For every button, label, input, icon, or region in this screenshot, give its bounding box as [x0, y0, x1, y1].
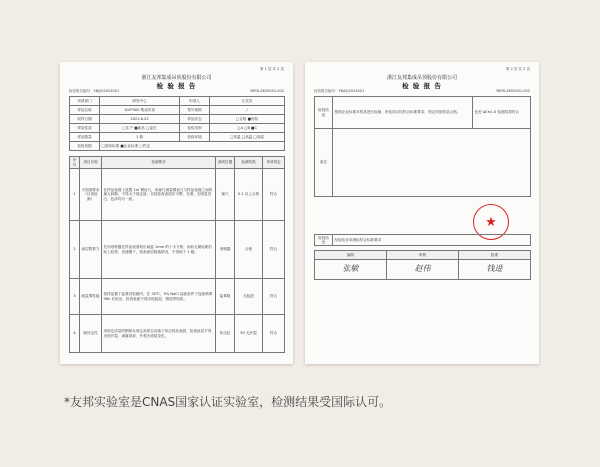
- info-row: [70, 115, 285, 124]
- info-row: [70, 106, 285, 115]
- official-seal-icon: ★: [473, 204, 509, 240]
- info-label: 检验环境: [180, 133, 210, 142]
- item-judgement: 符合: [263, 169, 285, 221]
- signature: 张敏: [342, 263, 359, 273]
- item-judgement: 符合: [263, 315, 285, 353]
- item-name: 涂层附着力: [80, 221, 102, 279]
- item-name: 耐冲击性: [80, 315, 102, 353]
- signature-cell: [387, 260, 459, 280]
- form-code: YBFB-ZK05001-002: [250, 89, 284, 93]
- note-area: [333, 129, 531, 197]
- signature: 赵伟: [414, 263, 431, 273]
- column-header: 批准: [459, 251, 531, 260]
- info-label: 样品数量: [70, 133, 100, 142]
- item-requirement: 用规定质量的钢球从规定高度自由落下冲击样品表面，检查涂层不得出现开裂、剥落现象，外观无明显变化。: [102, 315, 216, 353]
- item-tool: 盐雾箱: [216, 279, 235, 315]
- item-number: 1: [70, 169, 80, 221]
- info-value: 1 箱: [100, 133, 180, 142]
- item-requirement: 将样品置于盐雾试验箱内，在 35℃、5% NaCl 溶液条件下连续喷雾 96h 后取出，检查表面不得出现起泡、锈蚀等现象。: [102, 279, 216, 315]
- company-name: 浙江友邦集成吊顶股份有限公司: [386, 75, 457, 81]
- page-number: 第 2 页 共 2 页: [505, 67, 530, 71]
- table-row: [70, 315, 285, 353]
- info-value: □合格 ■待检: [210, 115, 285, 124]
- info-value: 2021.6.22: [100, 115, 180, 124]
- signature-table: [314, 250, 531, 280]
- info-label: 收样日期: [70, 115, 100, 124]
- info-label: 样品名称: [70, 106, 100, 115]
- row-label: 备注: [315, 129, 333, 197]
- column-header: 单项判定: [263, 157, 285, 169]
- info-value: 100*300 集成吊顶: [100, 106, 180, 115]
- info-value: □生产 ■新品 □委托: [100, 124, 180, 133]
- report-number: 检验报告编号：YB/JS/2024001: [69, 89, 120, 93]
- table-row: [70, 279, 285, 315]
- item-number: 2: [70, 221, 80, 279]
- item-result: 合格: [235, 221, 263, 279]
- row-text: 经检验各项指标符合标准要求: [333, 235, 531, 246]
- table-row: [315, 97, 531, 129]
- item-name: 耐盐雾性能: [80, 279, 102, 315]
- item-judgement: 符合: [263, 221, 285, 279]
- footer-note: *友邦实验室是CNAS国家认证实验室，检测结果受国际认可。: [64, 395, 392, 409]
- column-header: 编制: [315, 251, 387, 260]
- info-label: 样品状态: [180, 115, 210, 124]
- item-tool: 划格器: [216, 221, 235, 279]
- item-requirement: 在样品表面上放置 1m 钢直尺，用塞尺测量钢直尺与样品表面之间的最大间隙，不得大于规定值；目视检查表面应平整、光滑，无明显凹凸，色泽均匀一致。: [102, 169, 216, 221]
- form-code: YBFB-ZK05001-002: [496, 89, 530, 93]
- table-row: [70, 221, 285, 279]
- info-label: 检验类别: [180, 124, 210, 133]
- table-row: [315, 260, 531, 280]
- signature-cell: [315, 260, 387, 280]
- column-header: 序号: [70, 157, 80, 169]
- info-row: [70, 133, 285, 142]
- report-title: 检 验 报 告: [402, 82, 442, 90]
- table-header-row: [315, 251, 531, 260]
- info-value: 研发中心: [100, 97, 180, 106]
- info-row: [70, 142, 285, 151]
- info-value: □常温 □高温 □高湿: [210, 133, 285, 142]
- item-result: 无起泡: [235, 279, 263, 315]
- row-label: 检验结论: [315, 235, 333, 246]
- info-label: 申请人: [180, 97, 210, 106]
- item-result: 0.1 以上合格: [235, 169, 263, 221]
- item-tool: 塞尺: [216, 169, 235, 221]
- report-number: 检验报告编号：YB/JS/2024001: [314, 89, 365, 93]
- item-tool: 冲击仪: [216, 315, 235, 353]
- signature-cell: [459, 260, 531, 280]
- table-row: [315, 235, 531, 246]
- company-name: 浙江友邦集成吊顶股份有限公司: [141, 75, 212, 81]
- signoff-table: [314, 234, 531, 246]
- column-header: 项目名称: [80, 157, 102, 169]
- info-value: /: [210, 106, 285, 115]
- report-page-2: [305, 62, 539, 364]
- test-items-table: [69, 156, 285, 353]
- column-header: 审核: [387, 251, 459, 260]
- table-row: [315, 129, 531, 197]
- row-label: 检验结论: [315, 97, 333, 129]
- info-value: □国家标准 ■企业标准 □约定: [100, 142, 285, 151]
- info-label: 型号规格: [180, 106, 210, 115]
- item-judgement: 符合: [263, 279, 285, 315]
- page-number: 第 1 页 共 2 页: [259, 67, 284, 71]
- row-text: 按照企业标准对样品进行检测，所检项目均符合标准要求，判定该批样品合格。: [333, 97, 473, 129]
- table-row: [70, 169, 285, 221]
- row-extra: 色差 ΔE≤1.0 检测结果符合: [473, 97, 531, 129]
- info-label: 样品性质: [70, 124, 100, 133]
- info-row: [70, 124, 285, 133]
- item-requirement: 先用划格器在样品表面划出间距 1mm 的十字方格，用软毛刷轻刷后贴上胶带，迅速撕下，检查涂层脱落情况，不得低于 1 级。: [102, 221, 216, 279]
- column-header: 测试仪器: [216, 157, 235, 169]
- item-number: 4: [70, 315, 80, 353]
- info-row: [70, 97, 285, 106]
- info-value: □A □B ■C: [210, 124, 285, 133]
- table-header-row: [70, 157, 285, 169]
- item-number: 3: [70, 279, 80, 315]
- item-name: 平面度要求（目视检测）: [80, 169, 102, 221]
- info-label: 检验依据: [70, 142, 100, 151]
- signature: 钱进: [486, 263, 503, 273]
- conclusion-table: [314, 96, 531, 197]
- report-page-1: [60, 62, 293, 364]
- item-result: 50 无开裂: [235, 315, 263, 353]
- info-label: 申请部门: [70, 97, 100, 106]
- sample-info-table: [69, 96, 285, 151]
- report-title: 检 验 报 告: [156, 82, 197, 90]
- column-header: 检测结果: [235, 157, 263, 169]
- column-header: 检测要求: [102, 157, 216, 169]
- info-value: 江武杰: [210, 97, 285, 106]
